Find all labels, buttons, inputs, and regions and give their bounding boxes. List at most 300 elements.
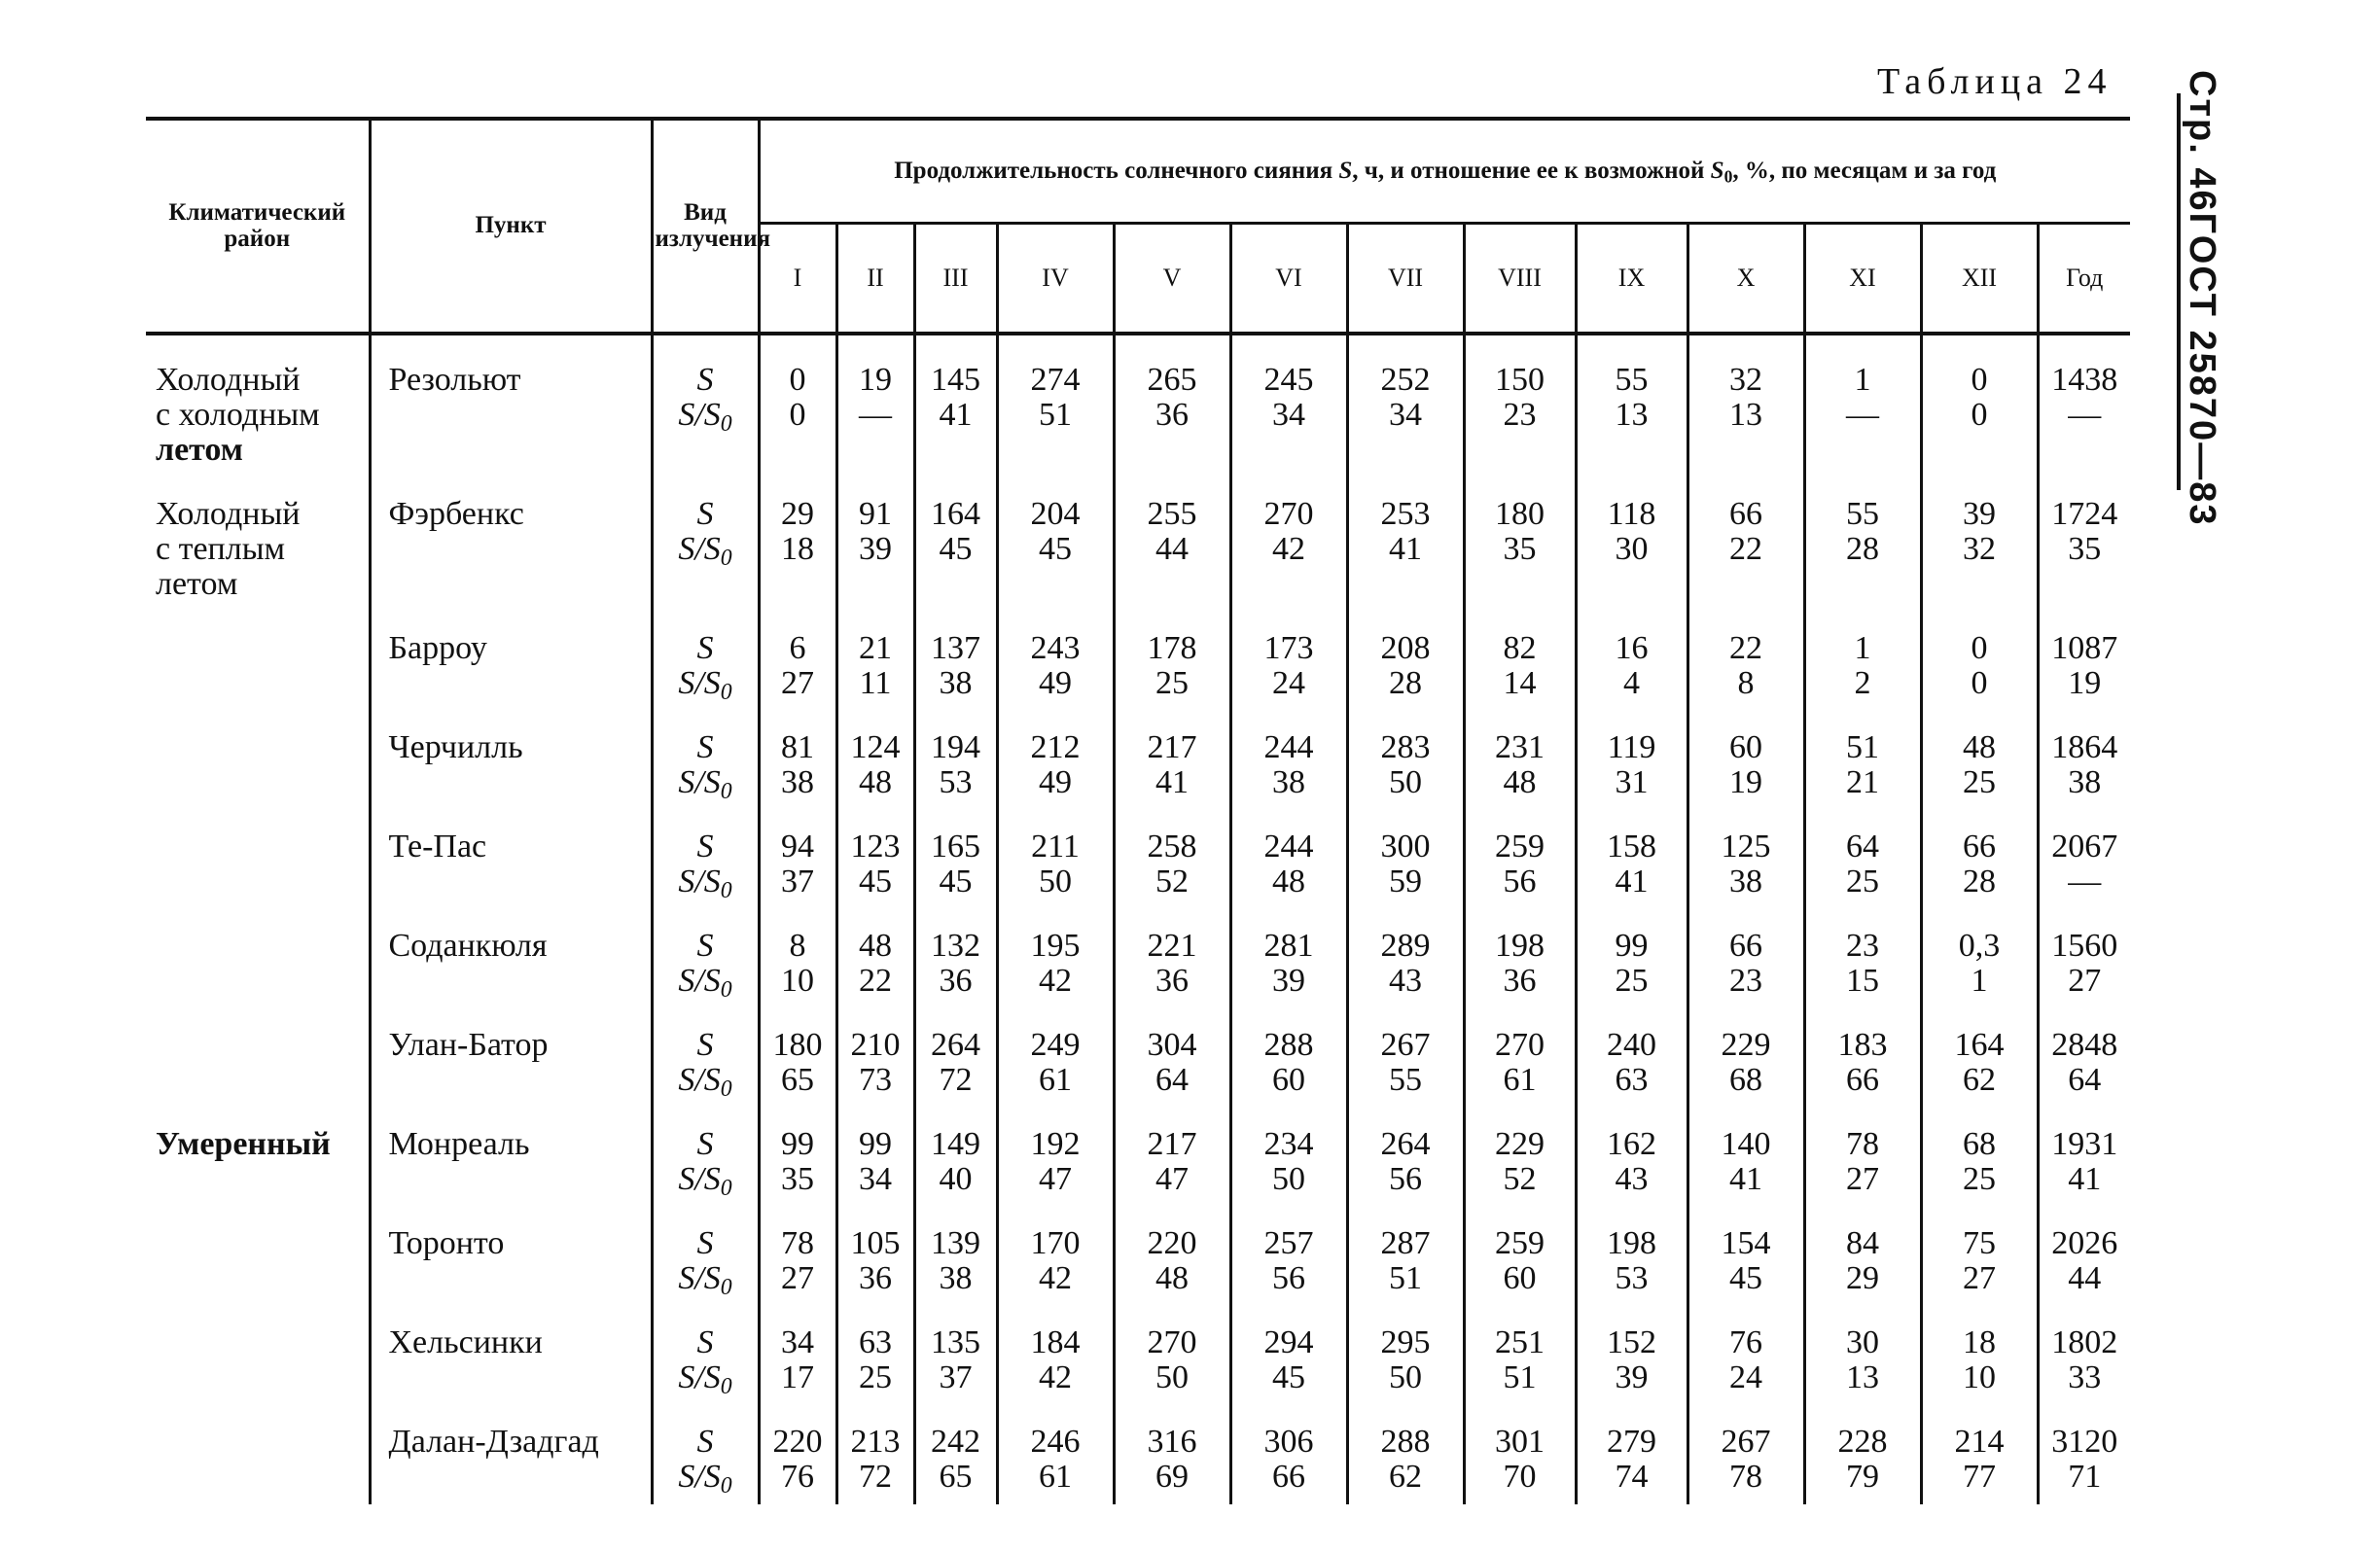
- sunshine-ratio: 2: [1854, 665, 1871, 701]
- value-cell: [1230, 477, 1347, 612]
- sunshine-hours: 137: [931, 630, 980, 666]
- sunshine-hours: 1087: [2051, 630, 2118, 666]
- value-cell: [836, 334, 914, 477]
- value-cell: [1804, 1008, 1921, 1108]
- region-cell: [146, 1008, 370, 1108]
- type-s-label: S: [696, 630, 714, 666]
- sunshine-ratio: 27: [1846, 1161, 1879, 1197]
- sunshine-ratio: 42: [1039, 963, 1072, 999]
- month-header: X: [1687, 224, 1804, 335]
- value-cell: [1114, 612, 1230, 711]
- value-cell: [1464, 1108, 1576, 1207]
- sunshine-ratio: 23: [1729, 963, 1762, 999]
- sunshine-hours: 105: [850, 1225, 901, 1261]
- value-cell: [1230, 711, 1347, 810]
- value-cell: [1114, 810, 1230, 909]
- value-cell: [836, 1207, 914, 1306]
- sunshine-hours: 119: [1607, 729, 1656, 765]
- sunshine-hours: 78: [1846, 1126, 1879, 1162]
- sunshine-ratio: 36: [1503, 963, 1537, 999]
- value-cell: [2038, 334, 2130, 477]
- sunshine-hours: 0: [1971, 630, 1988, 666]
- sunshine-hours: 259: [1495, 829, 1545, 864]
- sunshine-ratio: 35: [1503, 531, 1537, 567]
- sunshine-ratio: 49: [1039, 665, 1072, 701]
- point-name: Черчилль: [370, 711, 652, 810]
- type-ratio-label: $S/S_0$: [678, 1062, 732, 1102]
- value-cell: [1687, 1108, 1804, 1207]
- value-cell: [1230, 1108, 1347, 1207]
- value-cell: [759, 477, 836, 612]
- region-cell: [146, 1207, 370, 1306]
- sunshine-ratio: 1: [1971, 963, 1988, 999]
- sunshine-ratio: 39: [859, 531, 892, 567]
- sunshine-ratio: 48: [1155, 1260, 1189, 1296]
- sunshine-hours: 229: [1721, 1027, 1771, 1063]
- value-cell: [1687, 477, 1804, 612]
- sunshine-ratio: 36: [1155, 963, 1189, 999]
- value-cell: [759, 1207, 836, 1306]
- value-cell: [1576, 1108, 1687, 1207]
- radiation-type-cell: [652, 334, 759, 477]
- sunshine-hours: 99: [859, 1126, 892, 1162]
- sunshine-hours: 78: [781, 1225, 814, 1261]
- sunshine-hours: 21: [859, 630, 892, 666]
- region-line: летом: [156, 566, 238, 602]
- sunshine-ratio: 17: [781, 1359, 814, 1395]
- value-cell: [836, 909, 914, 1008]
- sunshine-ratio: 25: [1963, 764, 1996, 800]
- region-cell: [146, 1306, 370, 1405]
- value-cell: [1230, 810, 1347, 909]
- value-cell: [1921, 477, 2038, 612]
- sunshine-hours: 220: [772, 1424, 823, 1460]
- sunshine-hours: 2848: [2051, 1027, 2118, 1063]
- value-cell: [1576, 810, 1687, 909]
- sunshine-ratio: 38: [939, 1260, 973, 1296]
- region-line: Холодный: [156, 496, 301, 532]
- sunshine-hours: 82: [1503, 630, 1537, 666]
- sunshine-ratio: 48: [1272, 864, 1305, 899]
- sunshine-hours: 48: [1963, 729, 1996, 765]
- sunshine-hours: 0: [789, 362, 806, 398]
- sunshine-ratio: 64: [1155, 1062, 1189, 1098]
- radiation-type-cell: [652, 1405, 759, 1504]
- sunshine-hours: 300: [1380, 829, 1431, 864]
- sunshine-hours: 22: [1729, 630, 1762, 666]
- sunshine-ratio: 56: [1503, 864, 1537, 899]
- sunshine-hours: 99: [781, 1126, 814, 1162]
- type-ratio-label: $S/S_0$: [678, 531, 732, 571]
- sunshine-hours: 249: [1030, 1027, 1081, 1063]
- month-header: VIII: [1464, 224, 1576, 335]
- sunshine-ratio: 71: [2068, 1459, 2102, 1495]
- sunshine-hours: 0,3: [1958, 928, 2001, 964]
- radiation-type-cell: [652, 477, 759, 612]
- sunshine-ratio: 24: [1729, 1359, 1762, 1395]
- sunshine-ratio: 25: [1963, 1161, 1996, 1197]
- sunshine-ratio: 13: [1729, 397, 1762, 433]
- value-cell: [1464, 1008, 1576, 1108]
- sunshine-ratio: 45: [859, 864, 892, 899]
- sunshine-hours: 231: [1495, 729, 1545, 765]
- sunshine-ratio: 44: [1155, 531, 1189, 567]
- sunshine-hours: 252: [1380, 362, 1431, 398]
- sunshine-hours: 145: [931, 362, 980, 398]
- value-cell: [1114, 334, 1230, 477]
- value-cell: [2038, 1405, 2130, 1504]
- value-cell: [1114, 711, 1230, 810]
- value-cell: [1687, 810, 1804, 909]
- value-cell: [1347, 334, 1464, 477]
- sunshine-hours: 19: [859, 362, 892, 398]
- sunshine-ratio: 48: [1503, 764, 1537, 800]
- table-title: Таблица 24: [1877, 61, 2113, 102]
- value-cell: [1804, 334, 1921, 477]
- sunshine-ratio: 38: [939, 665, 973, 701]
- sunshine-ratio: 45: [1272, 1359, 1305, 1395]
- sunshine-ratio: 27: [2068, 963, 2102, 999]
- sunshine-ratio: 14: [1503, 665, 1537, 701]
- sunshine-ratio: 53: [939, 764, 973, 800]
- value-cell: [997, 477, 1114, 612]
- sunshine-hours: 270: [1147, 1324, 1197, 1360]
- value-cell: [836, 477, 914, 612]
- region-cell: [146, 612, 370, 711]
- value-cell: [1230, 1207, 1347, 1306]
- value-cell: [1576, 334, 1687, 477]
- sunshine-hours: 184: [1030, 1324, 1081, 1360]
- value-cell: [914, 1008, 997, 1108]
- sunshine-ratio: —: [2068, 864, 2102, 899]
- value-cell: [2038, 810, 2130, 909]
- sunshine-hours: 274: [1030, 362, 1081, 398]
- sunshine-ratio: 40: [939, 1161, 973, 1197]
- value-cell: [2038, 612, 2130, 711]
- sunshine-ratio: 60: [1272, 1062, 1305, 1098]
- sunshine-hours: 180: [772, 1027, 823, 1063]
- sunshine-hours: 279: [1607, 1424, 1656, 1460]
- value-cell: [836, 1405, 914, 1504]
- value-cell: [914, 711, 997, 810]
- value-cell: [1230, 1405, 1347, 1504]
- sunshine-hours: 55: [1846, 496, 1879, 532]
- sunshine-ratio: 0: [1971, 665, 1988, 701]
- sunshine-hours: 60: [1729, 729, 1762, 765]
- value-cell: [997, 1207, 1114, 1306]
- sunshine-ratio: 10: [1963, 1359, 1996, 1395]
- value-cell: [1230, 612, 1347, 711]
- sunshine-hours: 210: [850, 1027, 901, 1063]
- sunshine-hours: 244: [1263, 729, 1314, 765]
- month-header: I: [759, 224, 836, 335]
- sunshine-ratio: 55: [1389, 1062, 1422, 1098]
- value-cell: [2038, 909, 2130, 1008]
- sunshine-ratio: 47: [1155, 1161, 1189, 1197]
- sunshine-ratio: 11: [859, 665, 892, 701]
- point-name: Хельсинки: [370, 1306, 652, 1405]
- sunshine-ratio: 56: [1389, 1161, 1422, 1197]
- sunshine-ratio: 35: [2068, 531, 2102, 567]
- sunshine-ratio: —: [859, 397, 892, 433]
- sunshine-ratio: 51: [1389, 1260, 1422, 1296]
- sunshine-ratio: 0: [1971, 397, 1988, 433]
- sunshine-hours: 198: [1607, 1225, 1656, 1261]
- sunshine-ratio: 72: [939, 1062, 973, 1098]
- sunshine-hours: 213: [850, 1424, 901, 1460]
- sunshine-hours: 18: [1963, 1324, 1996, 1360]
- sunshine-ratio: 28: [1389, 665, 1422, 701]
- sunshine-ratio: 13: [1846, 1359, 1879, 1395]
- sunshine-hours: 158: [1607, 829, 1656, 864]
- type-ratio-label: $S/S_0$: [678, 1359, 732, 1399]
- sunshine-ratio: 62: [1389, 1459, 1422, 1495]
- value-cell: [1576, 711, 1687, 810]
- sunshine-hours: 258: [1147, 829, 1197, 864]
- value-cell: [997, 711, 1114, 810]
- sunshine-ratio: 79: [1846, 1459, 1879, 1495]
- sunshine-ratio: —: [1846, 397, 1879, 433]
- sunshine-ratio: 27: [781, 1260, 814, 1296]
- sunshine-hours: 68: [1963, 1126, 1996, 1162]
- value-cell: [1114, 1405, 1230, 1504]
- sunshine-ratio: 42: [1039, 1260, 1072, 1296]
- value-cell: [914, 810, 997, 909]
- value-cell: [1464, 334, 1576, 477]
- value-cell: [914, 1405, 997, 1504]
- sunshine-hours: 234: [1263, 1126, 1314, 1162]
- sunshine-ratio: 25: [1846, 864, 1879, 899]
- sunshine-ratio: 72: [859, 1459, 892, 1495]
- sunshine-hours: 217: [1147, 729, 1197, 765]
- sunshine-ratio: 28: [1963, 864, 1996, 899]
- sunshine-hours: 164: [1954, 1027, 2005, 1063]
- sunshine-hours: 63: [859, 1324, 892, 1360]
- standard-code: ГОСТ 25870—83: [2182, 212, 2222, 527]
- value-cell: [997, 1405, 1114, 1504]
- table-row: [146, 711, 2130, 810]
- sunshine-hours: 257: [1263, 1225, 1314, 1261]
- sunshine-hours: 1560: [2051, 928, 2118, 964]
- value-cell: [914, 612, 997, 711]
- sunshine-ratio: 59: [1389, 864, 1422, 899]
- value-cell: [914, 1108, 997, 1207]
- sunshine-hours: 140: [1721, 1126, 1771, 1162]
- sunshine-ratio: 24: [1272, 665, 1305, 701]
- sunshine-ratio: 22: [1729, 531, 1762, 567]
- value-cell: [1464, 711, 1576, 810]
- value-cell: [759, 1306, 836, 1405]
- value-cell: [2038, 1306, 2130, 1405]
- sunshine-ratio: 73: [859, 1062, 892, 1098]
- sunshine-hours: 16: [1615, 630, 1649, 666]
- sunshine-hours: 84: [1846, 1225, 1879, 1261]
- sunshine-hours: 32: [1729, 362, 1762, 398]
- sunshine-hours: 76: [1729, 1324, 1762, 1360]
- sunshine-ratio: 61: [1503, 1062, 1537, 1098]
- value-cell: [997, 1108, 1114, 1207]
- value-cell: [759, 711, 836, 810]
- month-header: IX: [1576, 224, 1687, 335]
- value-cell: [997, 1008, 1114, 1108]
- radiation-type-cell: [652, 1306, 759, 1405]
- sunshine-ratio: 19: [1729, 764, 1762, 800]
- sunshine-ratio: 74: [1615, 1459, 1649, 1495]
- region-line: с теплым: [156, 531, 286, 567]
- value-cell: [1114, 1306, 1230, 1405]
- sunshine-hours: 214: [1954, 1424, 2005, 1460]
- sunshine-ratio: 30: [1615, 531, 1649, 567]
- sunshine-hours: 251: [1495, 1324, 1545, 1360]
- point-name: Торонто: [370, 1207, 652, 1306]
- sunshine-hours: 245: [1263, 362, 1314, 398]
- sunshine-ratio: 50: [1272, 1161, 1305, 1197]
- sunshine-ratio: 41: [2068, 1161, 2102, 1197]
- sunshine-ratio: 44: [2068, 1260, 2102, 1296]
- sunshine-hours: 1864: [2051, 729, 2118, 765]
- sunshine-ratio: 37: [781, 864, 814, 899]
- value-cell: [1464, 1207, 1576, 1306]
- value-cell: [1230, 909, 1347, 1008]
- table-row: [146, 1108, 2130, 1207]
- value-cell: [1576, 1207, 1687, 1306]
- table-row: [146, 612, 2130, 711]
- sunshine-ratio: 36: [1155, 397, 1189, 433]
- value-cell: [997, 909, 1114, 1008]
- radiation-type-cell: [652, 1207, 759, 1306]
- radiation-type-cell: [652, 810, 759, 909]
- sunshine-ratio: 66: [1272, 1459, 1305, 1495]
- value-cell: [1464, 612, 1576, 711]
- value-cell: [759, 1405, 836, 1504]
- value-cell: [759, 1108, 836, 1207]
- month-header: VI: [1230, 224, 1347, 335]
- table-row: [146, 1008, 2130, 1108]
- table-row: [146, 1306, 2130, 1405]
- sunshine-ratio: 43: [1615, 1161, 1649, 1197]
- value-cell: [1804, 1405, 1921, 1504]
- type-s-label: S: [696, 928, 714, 964]
- sunshine-hours: 264: [1380, 1126, 1431, 1162]
- sunshine-hours: 55: [1615, 362, 1649, 398]
- value-cell: [1347, 909, 1464, 1008]
- value-cell: [914, 1306, 997, 1405]
- value-cell: [2038, 1008, 2130, 1108]
- value-cell: [1576, 1306, 1687, 1405]
- value-cell: [1804, 1207, 1921, 1306]
- sunshine-hours: 75: [1963, 1225, 1996, 1261]
- type-ratio-label: $S/S_0$: [678, 864, 732, 903]
- value-cell: [1921, 1405, 2038, 1504]
- value-cell: [836, 1108, 914, 1207]
- point-name: Монреаль: [370, 1108, 652, 1207]
- sunshine-hours: 135: [931, 1324, 980, 1360]
- region-line: летом: [156, 432, 243, 468]
- sunshine-table: [146, 117, 2130, 1504]
- sunshine-hours: 221: [1147, 928, 1197, 964]
- point-name: Барроу: [370, 612, 652, 711]
- sunshine-ratio: 0: [789, 397, 806, 433]
- value-cell: [1804, 1108, 1921, 1207]
- sunshine-hours: 180: [1495, 496, 1545, 532]
- sunshine-hours: 162: [1607, 1126, 1656, 1162]
- value-cell: [1347, 1405, 1464, 1504]
- type-s-label: S: [696, 1027, 714, 1063]
- point-name: Соданкюля: [370, 909, 652, 1008]
- value-cell: [914, 334, 997, 477]
- value-cell: [1347, 1008, 1464, 1108]
- sunshine-ratio: 35: [781, 1161, 814, 1197]
- sunshine-ratio: 78: [1729, 1459, 1762, 1495]
- sunshine-hours: 3120: [2051, 1424, 2118, 1460]
- sunshine-hours: 1438: [2051, 362, 2118, 398]
- sunshine-hours: 1: [1854, 362, 1871, 398]
- value-cell: [1687, 1405, 1804, 1504]
- sunshine-ratio: 43: [1389, 963, 1422, 999]
- radiation-type-cell: [652, 1108, 759, 1207]
- value-cell: [1921, 909, 2038, 1008]
- sunshine-hours: 164: [931, 496, 980, 532]
- point-name: Те-Пас: [370, 810, 652, 909]
- sunshine-hours: 288: [1263, 1027, 1314, 1063]
- value-cell: [1576, 477, 1687, 612]
- value-cell: [1576, 612, 1687, 711]
- sunshine-hours: 0: [1971, 362, 1988, 398]
- sunshine-ratio: 37: [939, 1359, 973, 1395]
- sunshine-ratio: 65: [939, 1459, 973, 1495]
- sunshine-hours: 149: [931, 1126, 980, 1162]
- sunshine-ratio: 66: [1846, 1062, 1879, 1098]
- sunshine-hours: 124: [850, 729, 901, 765]
- table-row: [146, 909, 2130, 1008]
- sunshine-hours: 1724: [2051, 496, 2118, 532]
- sunshine-hours: 66: [1729, 928, 1762, 964]
- value-cell: [836, 1306, 914, 1405]
- type-ratio-label: $S/S_0$: [678, 963, 732, 1003]
- sunshine-hours: 125: [1721, 829, 1771, 864]
- value-cell: [1464, 810, 1576, 909]
- sunshine-ratio: 41: [1389, 531, 1422, 567]
- sunshine-ratio: 70: [1503, 1459, 1537, 1495]
- sunshine-hours: 294: [1263, 1324, 1314, 1360]
- value-cell: [1921, 334, 2038, 477]
- sunshine-hours: 270: [1263, 496, 1314, 532]
- sunshine-ratio: 15: [1846, 963, 1879, 999]
- sunshine-hours: 165: [931, 829, 980, 864]
- sunshine-hours: 48: [859, 928, 892, 964]
- value-cell: [1114, 1108, 1230, 1207]
- value-cell: [759, 909, 836, 1008]
- sunshine-hours: 270: [1495, 1027, 1545, 1063]
- header-region: Климатический район: [168, 199, 346, 252]
- sunshine-hours: 281: [1263, 928, 1314, 964]
- type-s-label: S: [696, 829, 714, 864]
- value-cell: [1687, 909, 1804, 1008]
- sunshine-hours: 198: [1495, 928, 1545, 964]
- radiation-type-cell: [652, 1008, 759, 1108]
- value-cell: [1230, 1306, 1347, 1405]
- sunshine-hours: 211: [1031, 829, 1080, 864]
- type-ratio-label: $S/S_0$: [678, 764, 732, 804]
- side-label: [2181, 70, 2222, 526]
- type-ratio-label: $S/S_0$: [678, 1459, 732, 1499]
- point-name: Фэрбенкс: [370, 477, 652, 612]
- value-cell: [759, 1008, 836, 1108]
- sunshine-ratio: 45: [939, 864, 973, 899]
- type-ratio-label: $S/S_0$: [678, 1161, 732, 1201]
- point-name: Улан-Батор: [370, 1008, 652, 1108]
- sunshine-hours: 6: [789, 630, 806, 666]
